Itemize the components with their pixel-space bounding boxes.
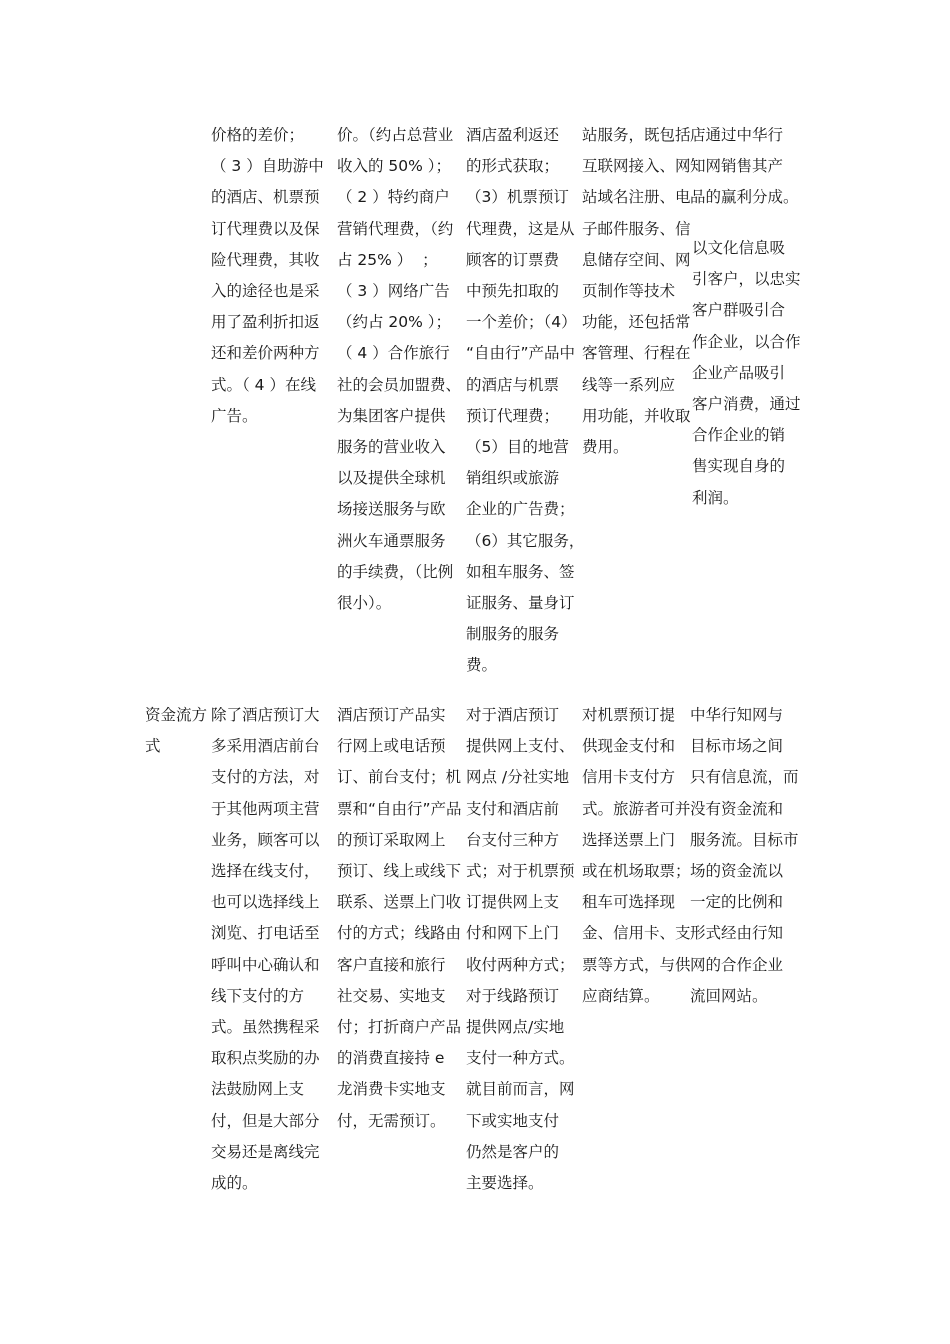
revenue-col-6a: 店通过中华行 知网销售其产 品的赢利分成。 [690,126,799,207]
payment-col-2: 除了酒店预订大 多采用酒店前台 支付的方法，对 于其他两项主营 业务，顾客可以 选择在线支付， 也可以选择线上 浏览、打电话至 呼叫中心确认和 线下支付的方 式。虽然携程采 取积点奖励的办 法鼓励网上支 付，但是大部分 交易还是离线完 成的。 [211,706,320,1193]
payment-col-5: 对机票预订提 供现金支付和 信用卡支付方 式。旅游者可并 选择送票上门 或在机场取票； 租车可选择现 金、信用卡、支 票等方式，与供 应商结算。 [582,706,691,1005]
revenue-col-6b: 以文化信息吸 引客户，以忠实 客户群吸引合 作企业，以合作 企业产品吸引 客户消费，通过 合作企业的销 售实现自身的 利润。 [692,239,801,507]
payment-col-4: 对于酒店预订 提供网上支付、 网点 /分社实地 支付和酒店前 台支付三种方 式；对于机票预 订提供网上支 付和网下上门 收付两种方式； 对于线路预订 提供网点/实地 支付一种方式。 就目前而言，网 下或实地支付 仍然是客户的 主要选择。 [466,706,575,1193]
revenue-col-3: 价。（约占总营业 收入的 50% ）； （ 2 ）特约商户 营销代理费，（约 占 25% ） ； （ 3 ）网络广告 （约占 20% ）； （ 4 ）合作旅行 社的会员加盟费、 为集团客户提供 服务的营业收入 以及提供全球机 场接送服务与欧 洲火车通票服务 的手续费，（比例 很小）。 [337,126,462,613]
revenue-col-4: 酒店盈利返还 的形式获取； （3）机票预订 代理费，这是从 顾客的订票费 中预先扣取的 一个差价；（4） “自由行”产品中 的酒店与机票 预订代理费； （5）目的地营 销组织或旅游 企业的广告费； （6）其它服务， 如租车服务、签 证服务、量身订 制服务的服务 费。 [466,126,585,675]
revenue-col-5: 站服务，既包括 互联网接入、网 站域名注册、电 子邮件服务、信 息储存空间、网 页制作等技术 功能，还包括常 客管理、行程在 线等一系列应 用功能，并收取 费用。 [582,126,691,457]
payment-flow-label: 资金流方 式 [145,706,208,756]
revenue-col-2: 价格的差价； （ 3 ）自助游中 的酒店、机票预 订代理费以及保 险代理费，其收 入的途径也是采 用了盈利折扣返 还和差价两种方 式。（ 4 ）在线 广告。 [211,126,324,425]
payment-col-3: 酒店预订产品实 行网上或电话预 订、前台支付；机 票和“自由行”产品 的预订采取网上 预订、线上或线下 联系、送票上门收 付的方式；线路由 客户直接和旅行 社交易、实地支 付；打折商户产品 的消费直接持 e 龙消费卡实地支 付，无需预订。 [337,706,462,1130]
payment-col-6: 中华行知网与 目标市场之间 只有信息流，而 没有资金流和 服务流。目标市 场的资金流以 一定的比例和 形式经由行知 网的合作企业 流回网站。 [690,706,799,1005]
